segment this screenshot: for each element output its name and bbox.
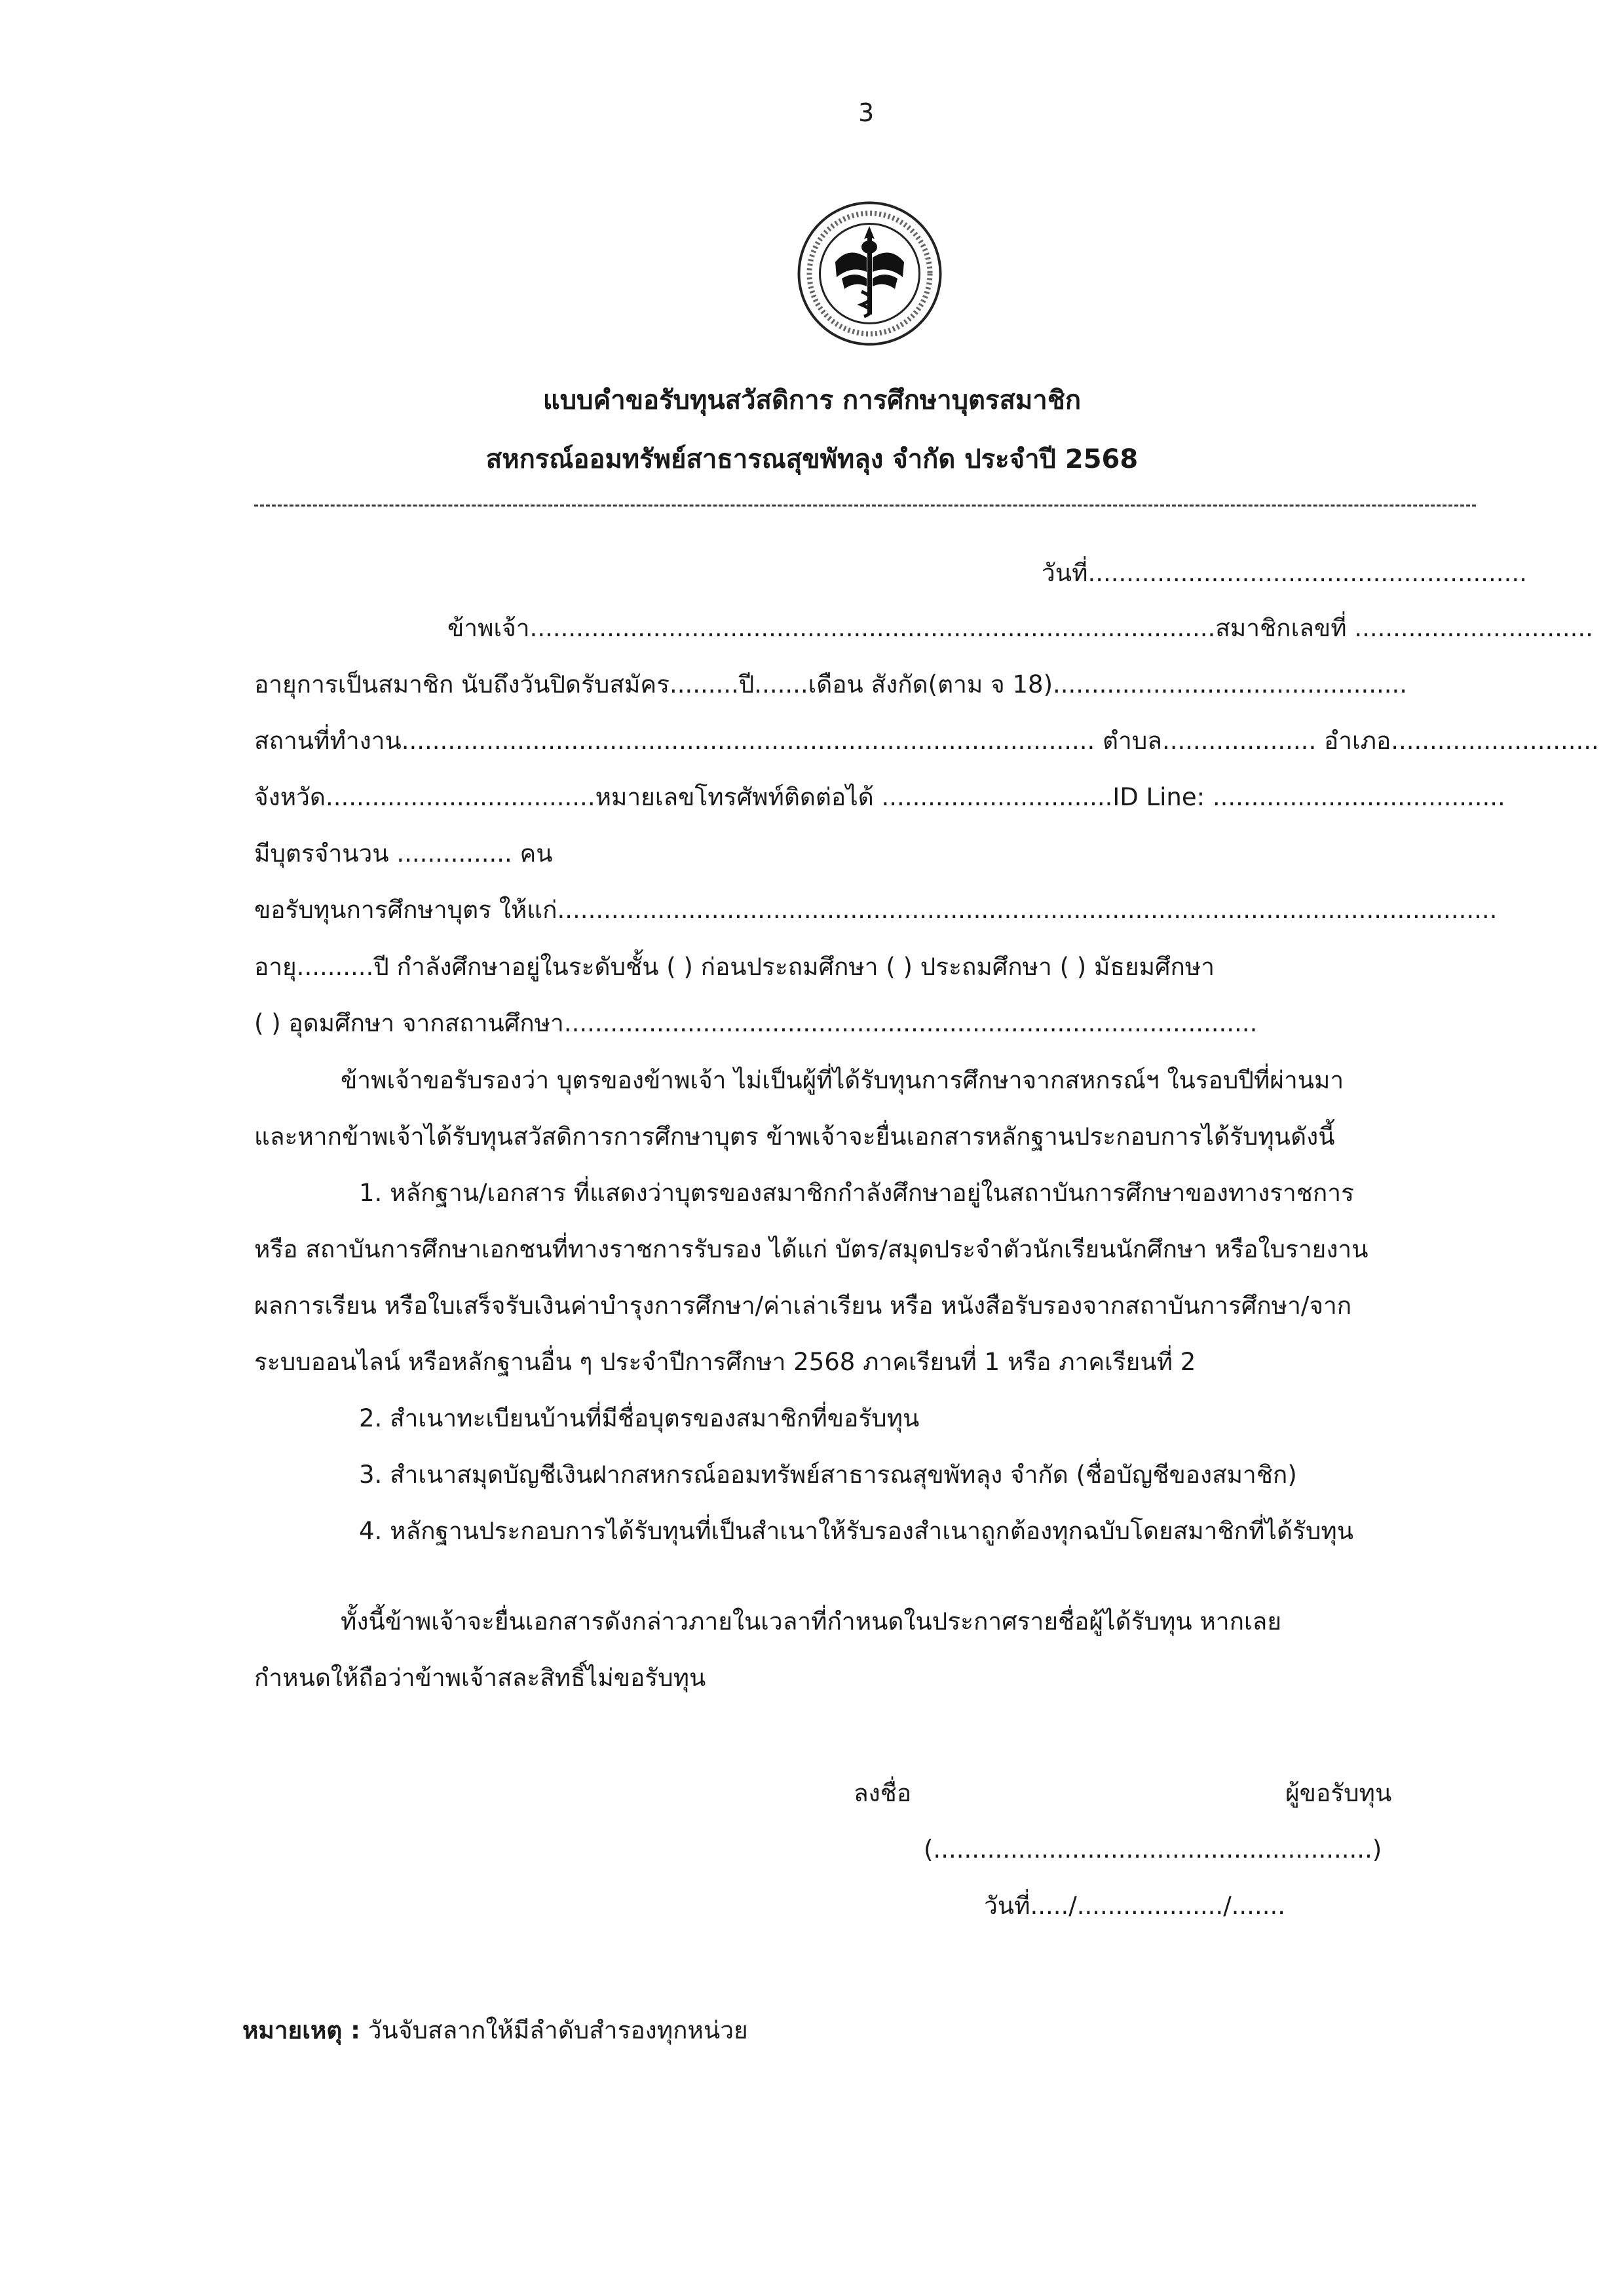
document-item-1-line4: ระบบออนไลน์ หรือหลักฐานอื่น ๆ ประจำปีการศึกษา 2568 ภาคเรียนที่ 1 หรือ ภาคเรียนที่ 2 [254, 1348, 1196, 1376]
cooperative-emblem-icon [796, 200, 943, 347]
membership-duration-field: อายุการเป็นสมาชิก นับถึงวันปิดรับสมัคร.........ปี.......เดือน สังกัด(ตาม จ 18).............................................. [254, 670, 1408, 698]
footnote-text: วันจับสลากให้มีลำดับสำรองทุกหน่วย [360, 2016, 748, 2044]
page-number: 3 [858, 98, 875, 127]
document-item-1-line1: 1. หลักฐาน/เอกสาร ที่แสดงว่าบุตรของสมาชิกกำลังศึกษาอยู่ในสถาบันการศึกษาของทางราชการ [359, 1179, 1354, 1207]
document-item-3: 3. สำเนาสมุดบัญชีเงินฝากสหกรณ์ออมทรัพย์สาธารณสุขพัทลุง จำกัด (ชื่อบัญชีของสมาชิก) [359, 1461, 1297, 1489]
document-item-4: 4. หลักฐานประกอบการได้รับทุนที่เป็นสำเนาให้รับรองสำเนาถูกต้องทุกฉบับโดยสมาชิกที่ได้รับทุน [359, 1517, 1354, 1545]
date-field: วันที่......................................................... [1042, 559, 1527, 587]
deadline-text-line2: กำหนดให้ถือว่าข้าพเจ้าสละสิทธิ์ไม่ขอรับทุน [254, 1664, 706, 1692]
workplace-field: สถานที่ทำงาน.......................................................................................... ตำบล.................... อำเภอ........................... [254, 727, 1599, 755]
document-item-2: 2. สำเนาทะเบียนบ้านที่มีชื่อบุตรของสมาชิกที่ขอรับทุน [359, 1404, 920, 1432]
document-item-1-line3: ผลการเรียน หรือใบเสร็จรับเงินค่าบำรุงการศึกษา/ค่าเล่าเรียน หรือ หนังสือรับรองจากสถาบันการศึกษา/จาก [254, 1292, 1352, 1320]
certification-text-line2: และหากข้าพเจ้าได้รับทุนสวัสดิการการศึกษาบุตร ข้าพเจ้าจะยื่นเอกสารหลักฐานประกอบการได้รับทุนดังนี้ [254, 1122, 1335, 1151]
footnote [242, 2018, 748, 2042]
applicant-role-label: ผู้ขอรับทุน [1285, 1779, 1392, 1807]
header-divider [254, 505, 1476, 507]
form-subtitle: สหกรณ์ออมทรัพย์สาธารณสุขพัทลุง จำกัด ประจำปี 2568 [485, 444, 1139, 474]
certification-text-line1: ข้าพเจ้าขอรับรองว่า บุตรของข้าพเจ้า ไม่เป็นผู้ที่ได้รับทุนการศึกษาจากสหกรณ์ฯ ในรอบปีที่ผ่านมา [341, 1066, 1344, 1094]
signature-label: ลงชื่อ [854, 1779, 912, 1807]
age-education-level-field: อายุ..........ปี กำลังศึกษาอยู่ในระดับชั้น ( ) ก่อนประถมศึกษา ( ) ประถมศึกษา ( ) มัธยมศึกษา [254, 953, 1215, 981]
document-item-1-line2: หรือ สถาบันการศึกษาเอกชนที่ทางราชการรับรอง ได้แก่ บัตร/สมุดประจำตัวนักเรียนนักศึกษา หรือใบรายงาน [254, 1235, 1369, 1263]
signatory-name-field: (.........................................................) [924, 1835, 1382, 1864]
deadline-text-line1: ทั้งนี้ข้าพเจ้าจะยื่นเอกสารดังกล่าวภายในเวลาที่กำหนดในประกาศรายชื่อผู้ได้รับทุน หากเลย [341, 1607, 1282, 1636]
form-title: แบบคำขอรับทุนสวัสดิการ การศึกษาบุตรสมาชิก [542, 385, 1082, 415]
signature-date-field: วันที่...../.................../....... [984, 1892, 1285, 1920]
scholarship-recipient-field: ขอรับทุนการศึกษาบุตร ให้แก่.......................................................................................................................... [254, 896, 1498, 924]
children-count-field: มีบุตรจำนวน ............... คน [254, 839, 553, 868]
higher-education-field: ( ) อุดมศึกษา จากสถานศึกษา.......................................................................................... [254, 1009, 1258, 1037]
footnote-label: หมายเหตุ : [242, 2016, 360, 2044]
applicant-name-field: ข้าพเจ้า.........................................................................................สมาชิกเลขที่ ............................... [447, 614, 1593, 642]
province-phone-field: จังหวัด...................................หมายเลขโทรศัพท์ติดต่อได้ ..............................ID Line: ...................................... [254, 783, 1505, 811]
